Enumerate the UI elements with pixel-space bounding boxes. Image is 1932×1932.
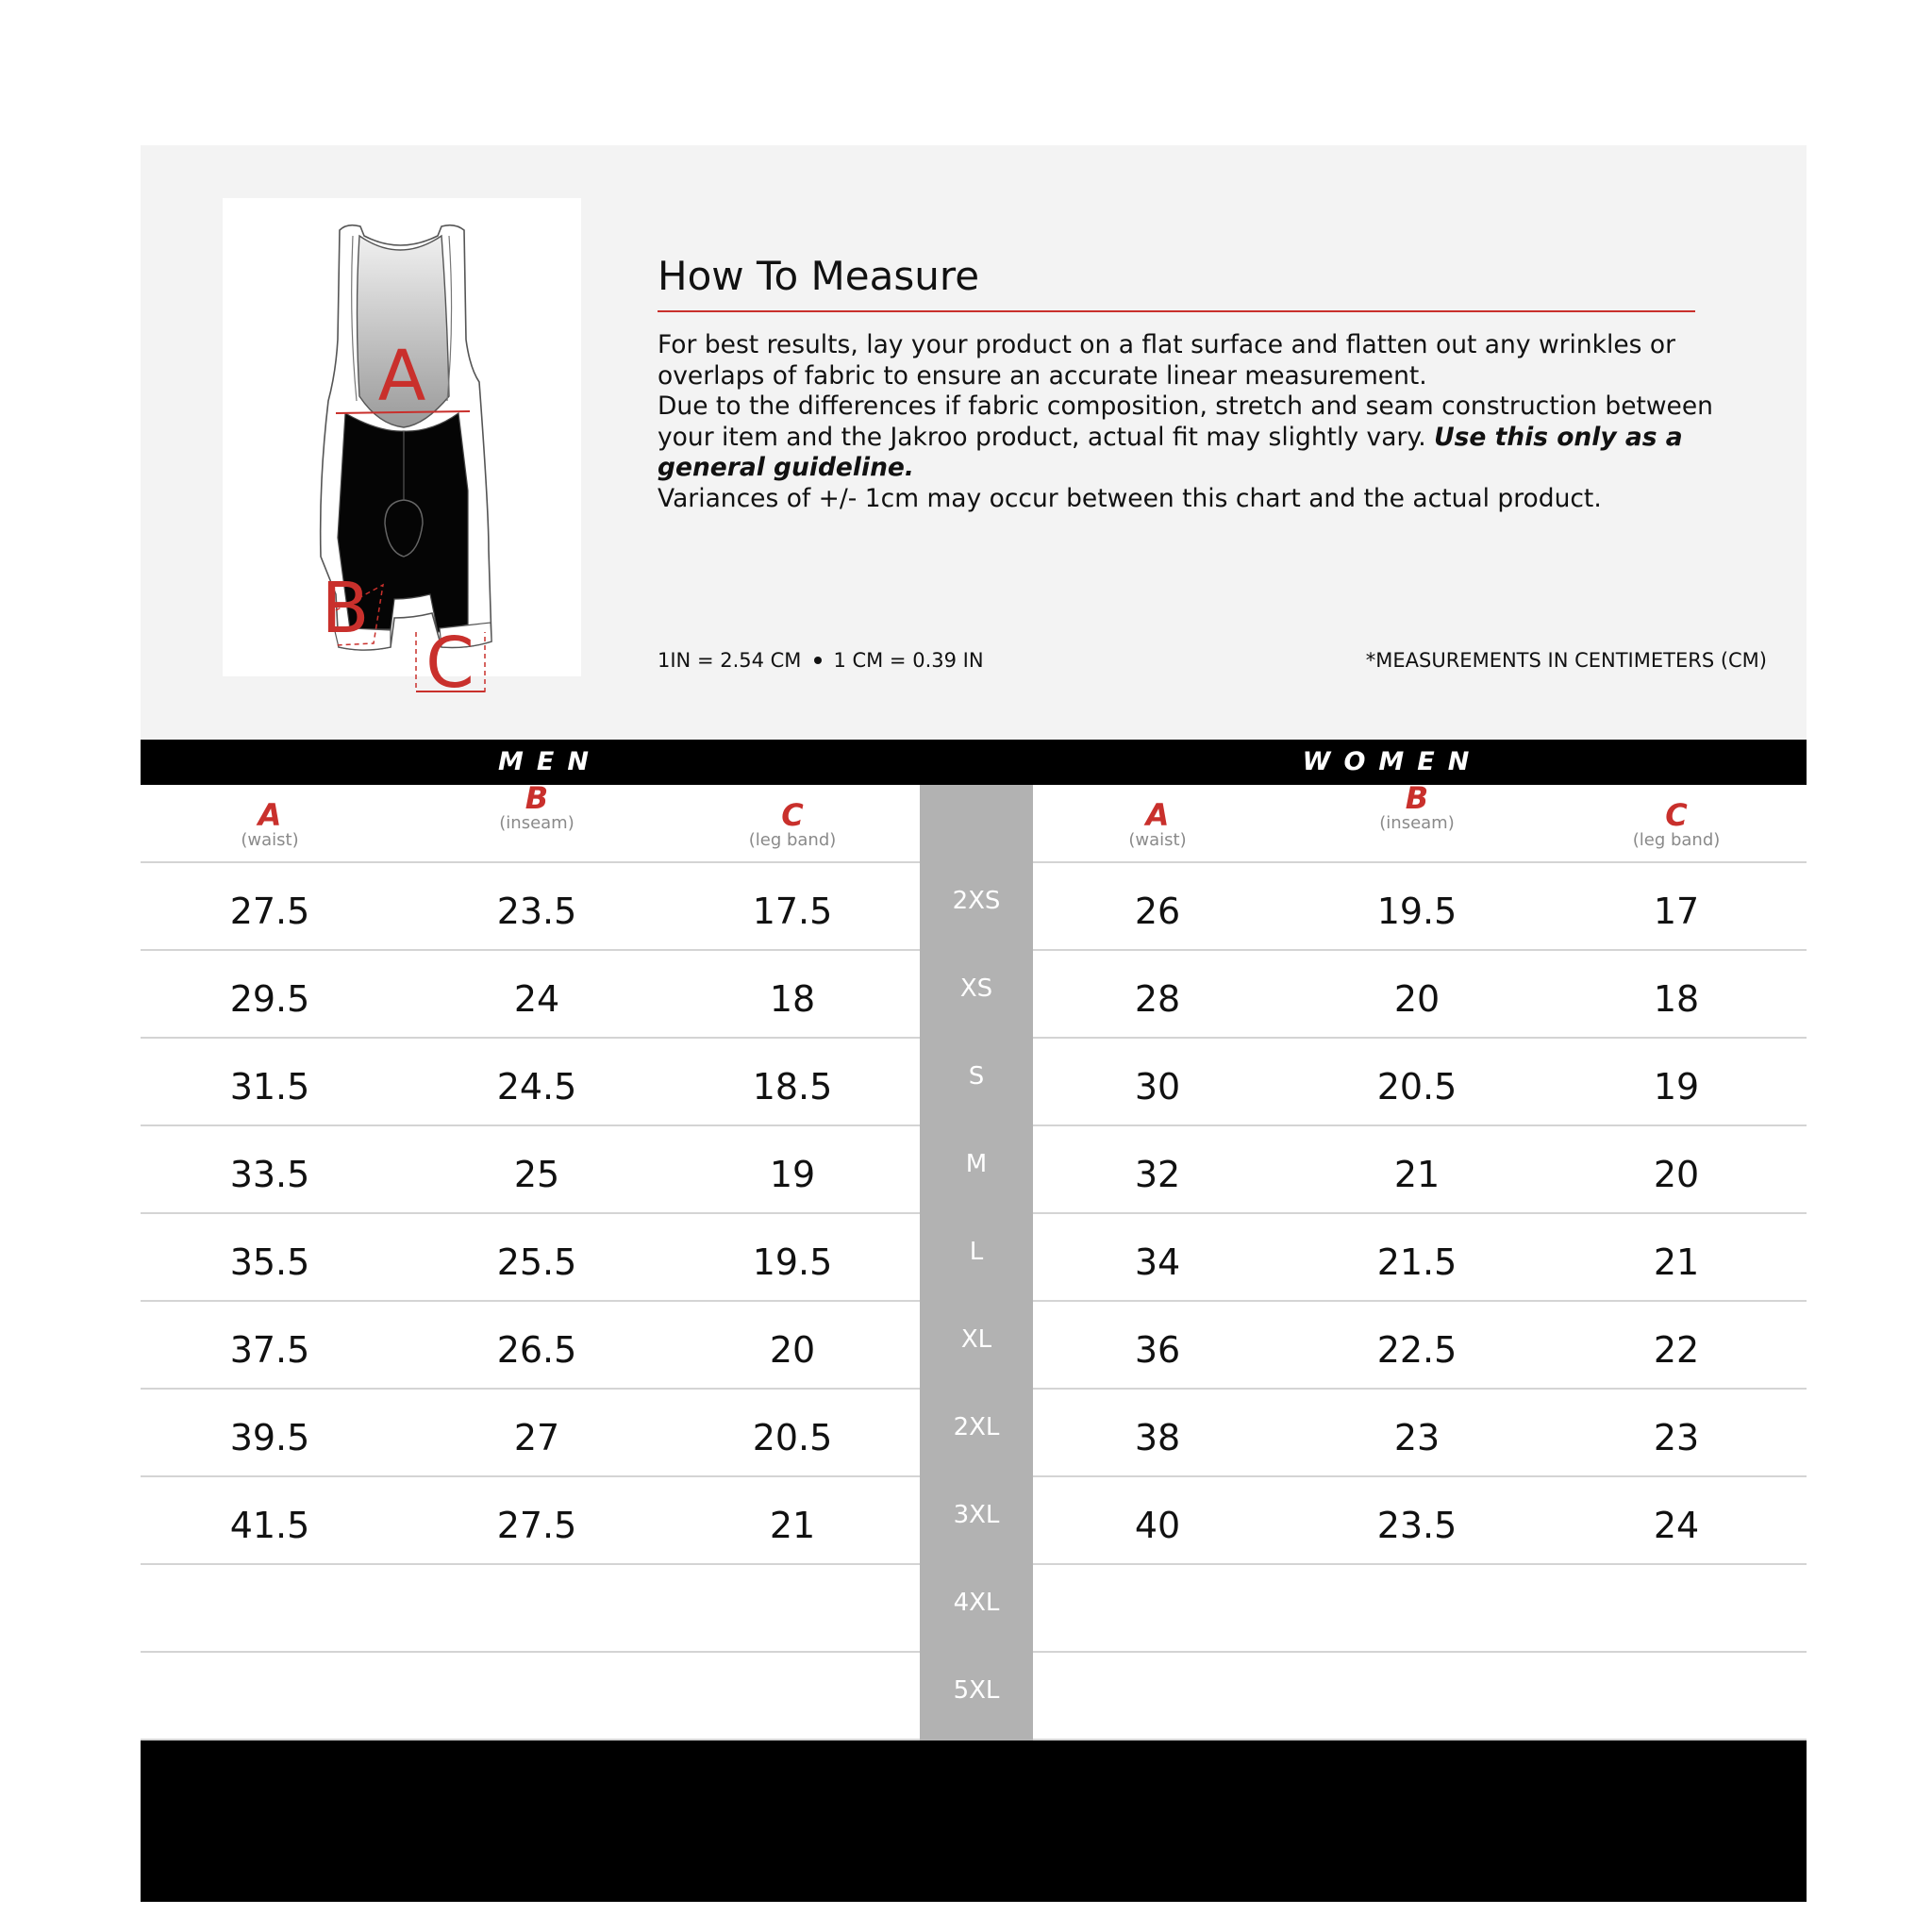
- row-divider: [141, 1300, 920, 1302]
- bib-shorts-illustration: [223, 198, 581, 708]
- column-description: (inseam): [499, 813, 575, 833]
- men-b-value: 24.5: [496, 1066, 577, 1108]
- women-c-value: 18: [1653, 978, 1700, 1020]
- men-a-value: 39.5: [229, 1417, 310, 1458]
- men-c-value: 19: [769, 1154, 816, 1195]
- women-c-value: 20: [1653, 1154, 1700, 1195]
- row-divider: [1033, 1037, 1807, 1039]
- size-label-2xl: 2XL: [953, 1413, 1000, 1441]
- row-divider: [141, 1037, 920, 1039]
- size-column: [920, 785, 1033, 1740]
- instructions-paragraph-2: [658, 391, 1724, 484]
- instructions-paragraph-3: Variances of +/- 1cm may occur between this chart and the actual product.: [658, 483, 1602, 513]
- row-divider: [141, 1124, 920, 1126]
- size-label-xs: XS: [959, 974, 993, 1003]
- measure-label-c: C: [425, 623, 475, 704]
- size-label-2xs: 2XS: [952, 887, 1001, 915]
- women-heading: WOMEN: [1302, 747, 1483, 776]
- column-letter: B: [1405, 780, 1429, 816]
- column-description: (leg band): [1632, 830, 1721, 850]
- column-description: (inseam): [1379, 813, 1455, 833]
- men-a-value: 35.5: [229, 1241, 310, 1283]
- row-divider: [1033, 1212, 1807, 1214]
- women-b-value: 23.5: [1376, 1505, 1457, 1546]
- women-a-value: 30: [1134, 1066, 1181, 1108]
- men-b-value: 25: [513, 1154, 560, 1195]
- column-letter: A: [1145, 797, 1170, 833]
- row-divider: [141, 1212, 920, 1214]
- instructions-paragraph-1: For best results, lay your product on a flat surface and flatten out any wrinkles or overlaps of fabric to ensure an accurate linear measurement.: [658, 330, 1676, 391]
- size-label-xl: XL: [960, 1325, 992, 1354]
- men-heading: MEN: [498, 747, 602, 776]
- women-column-header-c: [1633, 799, 1721, 850]
- column-letter: C: [1665, 797, 1688, 833]
- men-a-value: 31.5: [229, 1066, 310, 1108]
- size-label-m: M: [965, 1150, 988, 1178]
- men-c-value: 18: [769, 978, 816, 1020]
- men-a-value: 37.5: [229, 1329, 310, 1371]
- row-divider: [1033, 1300, 1807, 1302]
- conversion-in-to-cm: 1IN = 2.54 CM: [658, 649, 802, 672]
- women-a-value: 34: [1134, 1241, 1181, 1283]
- row-divider: [1033, 1563, 1807, 1565]
- column-description: (waist): [241, 830, 299, 850]
- women-b-value: 21: [1393, 1154, 1441, 1195]
- conversion-cm-to-in: 1 CM = 0.39 IN: [833, 649, 984, 672]
- women-b-value: 23: [1393, 1417, 1441, 1458]
- row-divider: [1033, 1651, 1807, 1653]
- row-divider: [141, 861, 920, 863]
- units-note: *MEASUREMENTS IN CENTIMETERS (CM): [1365, 649, 1767, 672]
- women-b-value: 22.5: [1376, 1329, 1457, 1371]
- women-b-value: 20.5: [1376, 1066, 1457, 1108]
- row-divider: [141, 949, 920, 951]
- men-c-value: 18.5: [752, 1066, 833, 1108]
- gender-header-bar: [141, 740, 1807, 785]
- men-column-header-a: [241, 799, 298, 850]
- men-a-value: 27.5: [229, 891, 310, 932]
- how-to-measure-title: How To Measure: [658, 253, 980, 299]
- row-divider: [1033, 1124, 1807, 1126]
- men-c-value: 21: [769, 1505, 816, 1546]
- women-column-header-a: [1128, 799, 1186, 850]
- column-letter: C: [781, 797, 804, 833]
- women-b-value: 20: [1393, 978, 1441, 1020]
- women-c-value: 17: [1653, 891, 1700, 932]
- column-letter: B: [525, 780, 549, 816]
- row-divider: [1033, 1388, 1807, 1390]
- measure-label-b: B: [321, 568, 370, 649]
- men-column-header-c: [749, 799, 837, 850]
- row-divider: [1033, 861, 1807, 863]
- women-c-value: 21: [1653, 1241, 1700, 1283]
- women-c-value: 19: [1653, 1066, 1700, 1108]
- row-divider: [141, 1651, 920, 1653]
- men-c-value: 20: [769, 1329, 816, 1371]
- men-column-header-b: [499, 782, 574, 833]
- women-a-value: 36: [1134, 1329, 1181, 1371]
- women-c-value: 23: [1653, 1417, 1700, 1458]
- row-divider: [1033, 949, 1807, 951]
- unit-conversion: [658, 649, 984, 672]
- size-label-4xl: 4XL: [953, 1589, 1000, 1617]
- women-a-value: 38: [1134, 1417, 1181, 1458]
- how-to-measure-panel: [141, 145, 1807, 740]
- size-label-l: L: [969, 1238, 984, 1266]
- column-letter: A: [258, 797, 282, 833]
- row-divider: [1033, 1475, 1807, 1477]
- men-c-value: 19.5: [752, 1241, 833, 1283]
- women-a-value: 28: [1134, 978, 1181, 1020]
- column-description: (leg band): [748, 830, 837, 850]
- women-b-value: 19.5: [1376, 891, 1457, 932]
- men-c-value: 17.5: [752, 891, 833, 932]
- size-label-s: S: [968, 1062, 985, 1091]
- row-divider: [141, 1475, 920, 1477]
- women-c-value: 22: [1653, 1329, 1700, 1371]
- guideline-emphasis: Use this only as a general guideline.: [658, 422, 1683, 482]
- bib-shorts-diagram: [223, 198, 581, 704]
- instructions-paragraph-2-text: Due to the differences if fabric composition, stretch and seam construction between your item and the Jakroo product, actual fit may slightly vary.: [658, 391, 1713, 452]
- women-a-value: 32: [1134, 1154, 1181, 1195]
- row-divider: [141, 1388, 920, 1390]
- men-a-value: 29.5: [229, 978, 310, 1020]
- men-b-value: 27.5: [496, 1505, 577, 1546]
- women-column-header-b: [1379, 782, 1454, 833]
- footer-bar: [141, 1740, 1807, 1902]
- women-a-value: 40: [1134, 1505, 1181, 1546]
- men-b-value: 24: [513, 978, 560, 1020]
- men-b-value: 26.5: [496, 1329, 577, 1371]
- men-a-value: 33.5: [229, 1154, 310, 1195]
- title-underline: [658, 310, 1695, 312]
- women-a-value: 26: [1134, 891, 1181, 932]
- women-c-value: 24: [1653, 1505, 1700, 1546]
- men-b-value: 27: [513, 1417, 560, 1458]
- men-c-value: 20.5: [752, 1417, 833, 1458]
- men-a-value: 41.5: [229, 1505, 310, 1546]
- women-b-value: 21.5: [1376, 1241, 1457, 1283]
- men-b-value: 23.5: [496, 891, 577, 932]
- men-b-value: 25.5: [496, 1241, 577, 1283]
- bullet-dot: [814, 657, 822, 664]
- size-label-3xl: 3XL: [953, 1501, 1000, 1529]
- measure-instructions: [658, 330, 1724, 514]
- size-label-5xl: 5XL: [953, 1676, 1000, 1705]
- measure-label-a: A: [377, 336, 426, 417]
- column-description: (waist): [1128, 830, 1187, 850]
- row-divider: [141, 1563, 920, 1565]
